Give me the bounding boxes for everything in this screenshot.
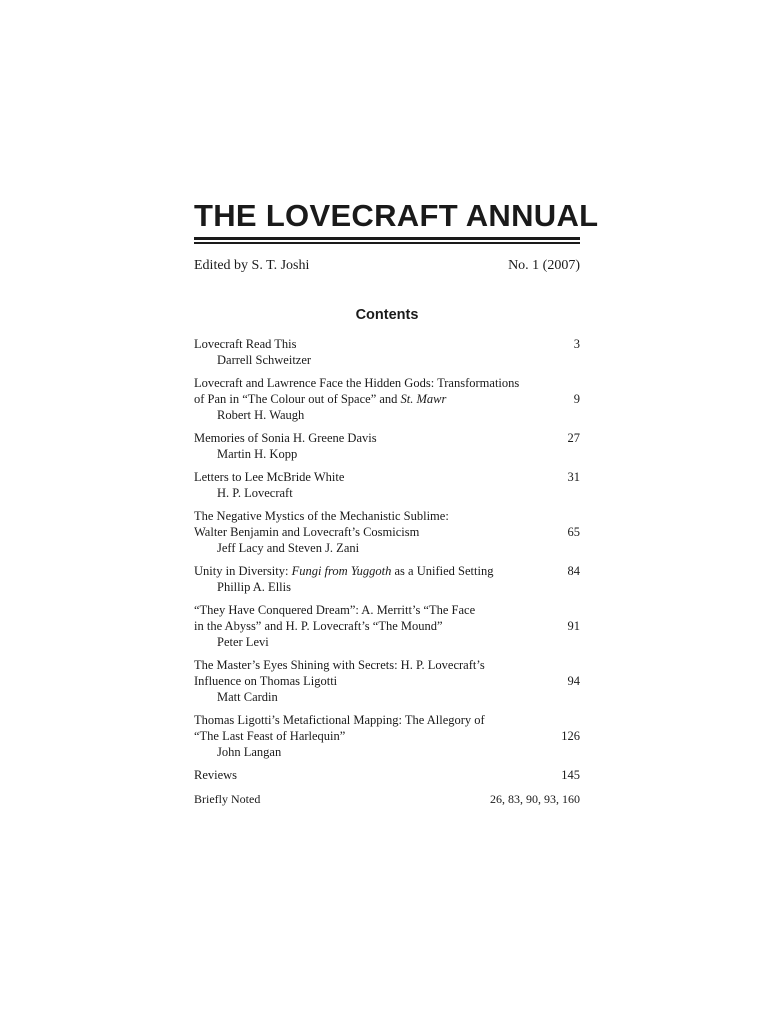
toc-entry-title: “They Have Conquered Dream”: A. Merritt’s “The Face bbox=[194, 602, 476, 617]
toc-entry-title: Lovecraft Read This bbox=[194, 336, 297, 351]
toc-entry-title-cont: of Pan in “The Colour out of Space” and St. Mawr bbox=[194, 391, 447, 406]
toc-entry bbox=[194, 657, 580, 705]
toc-entry-page: 91 bbox=[567, 618, 580, 633]
toc-entry-title: The Negative Mystics of the Mechanistic Sublime: bbox=[194, 508, 449, 523]
toc-entry-author: Robert H. Waugh bbox=[217, 407, 305, 422]
toc-entry bbox=[194, 602, 580, 650]
toc-entry-page: 27 bbox=[567, 430, 580, 445]
toc-entry-title-cont: in the Abyss” and H. P. Lovecraft’s “The Mound” bbox=[194, 618, 443, 633]
toc-entry bbox=[194, 563, 580, 595]
toc-entry bbox=[194, 336, 580, 368]
toc-entry-title-cont: “The Last Feast of Harlequin” bbox=[194, 728, 346, 743]
toc-entry-briefly-noted bbox=[194, 791, 580, 807]
toc-entry-title: The Master’s Eyes Shining with Secrets: H. P. Lovecraft’s bbox=[194, 657, 485, 672]
toc-entry-title-italic: St. Mawr bbox=[400, 391, 447, 406]
editor-line: Edited by S. T. Joshi bbox=[194, 257, 310, 273]
issue-line: No. 1 (2007) bbox=[508, 257, 580, 273]
toc-entry-title-cont: Walter Benjamin and Lovecraft’s Cosmicism bbox=[194, 524, 420, 539]
toc-entry-author: Darrell Schweitzer bbox=[217, 352, 312, 367]
toc-entry-title: Briefly Noted bbox=[194, 791, 261, 806]
masthead-meta bbox=[194, 257, 580, 275]
toc-entry-author: H. P. Lovecraft bbox=[217, 485, 293, 500]
toc-entry-page: 94 bbox=[567, 673, 580, 688]
toc-entry-page: 9 bbox=[573, 391, 580, 406]
contents-heading: Contents bbox=[355, 306, 419, 323]
toc-entry-page: 31 bbox=[567, 469, 580, 484]
journal-title: THE LOVECRAFT ANNUAL bbox=[194, 198, 599, 233]
toc-entry-pages: 26, 83, 90, 93, 160 bbox=[490, 791, 580, 806]
toc-entry-author: Matt Cardin bbox=[217, 689, 278, 704]
toc-entry-author: Martin H. Kopp bbox=[217, 446, 298, 461]
toc-entry-page: 126 bbox=[561, 728, 580, 743]
toc-entry-title: Reviews bbox=[194, 767, 238, 782]
toc-entry-reviews bbox=[194, 767, 580, 783]
table-of-contents bbox=[194, 336, 580, 807]
page bbox=[194, 196, 599, 815]
toc-entry-title-italic: Fungi from Yuggoth bbox=[291, 563, 392, 578]
title-rule bbox=[194, 237, 580, 244]
toc-entry-title: Thomas Ligotti’s Metafictional Mapping: The Allegory of bbox=[194, 712, 485, 727]
toc-entry-author: John Langan bbox=[217, 744, 282, 759]
toc-entry-title: Unity in Diversity: Fungi from Yuggoth as a Unified Setting bbox=[194, 563, 494, 578]
toc-entry-page: 3 bbox=[573, 336, 580, 351]
toc-entry-author: Peter Levi bbox=[217, 634, 269, 649]
toc-entry bbox=[194, 712, 580, 760]
toc-entry-page: 65 bbox=[567, 524, 580, 539]
toc-entry-page: 84 bbox=[567, 563, 580, 578]
toc-entry bbox=[194, 375, 580, 423]
toc-entry-title: Memories of Sonia H. Greene Davis bbox=[194, 430, 377, 445]
toc-entry-title: Lovecraft and Lawrence Face the Hidden Gods: Transformations bbox=[194, 375, 520, 390]
toc-entry-author: Phillip A. Ellis bbox=[217, 579, 291, 594]
toc-entry bbox=[194, 508, 580, 556]
toc-entry-title: Letters to Lee McBride White bbox=[194, 469, 345, 484]
toc-entry bbox=[194, 469, 580, 501]
toc-entry-title-cont: Influence on Thomas Ligotti bbox=[194, 673, 338, 688]
toc-entry bbox=[194, 430, 580, 462]
toc-entry-author: Jeff Lacy and Steven J. Zani bbox=[217, 540, 360, 555]
toc-entry-page: 145 bbox=[561, 767, 580, 782]
